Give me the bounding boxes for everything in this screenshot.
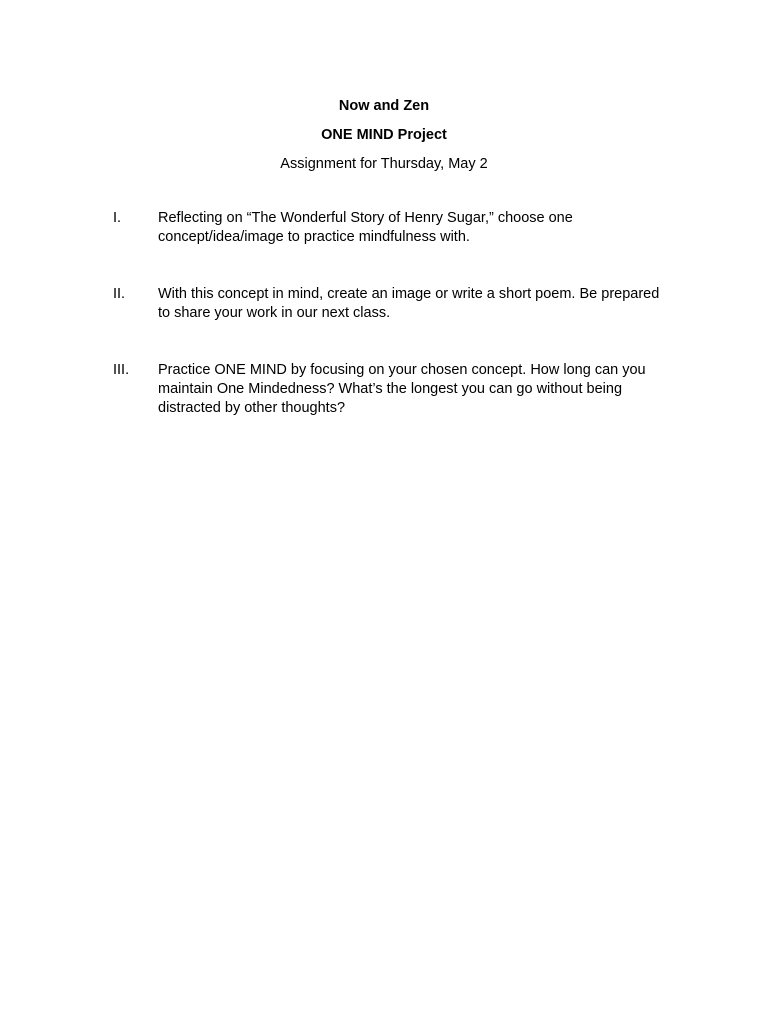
list-numeral: II. (113, 286, 126, 302)
list-item (113, 209, 673, 247)
list-item-text: With this concept in mind, create an image or write a short poem. Be prepared to share your work in our next class. (158, 286, 660, 321)
assignment-line: Assignment for Thursday, May 2 (280, 156, 488, 172)
list-numeral: III. (113, 362, 130, 378)
list-numeral: I. (113, 210, 122, 226)
document-title: Now and Zen (338, 98, 430, 114)
document-subtitle: ONE MIND Project (321, 127, 447, 143)
list-item-text: Reflecting on “The Wonderful Story of Henry Sugar,” choose one concept/idea/image to practice mindfulness with. (158, 210, 573, 245)
list-item-text: Practice ONE MIND by focusing on your chosen concept. How long can you maintain One Mindedness? What’s the longest you can go without being distracted by other thoughts? (158, 362, 646, 416)
document-header (0, 92, 768, 179)
list-item (113, 361, 673, 418)
assignment-list (113, 209, 673, 456)
list-item (113, 285, 673, 323)
